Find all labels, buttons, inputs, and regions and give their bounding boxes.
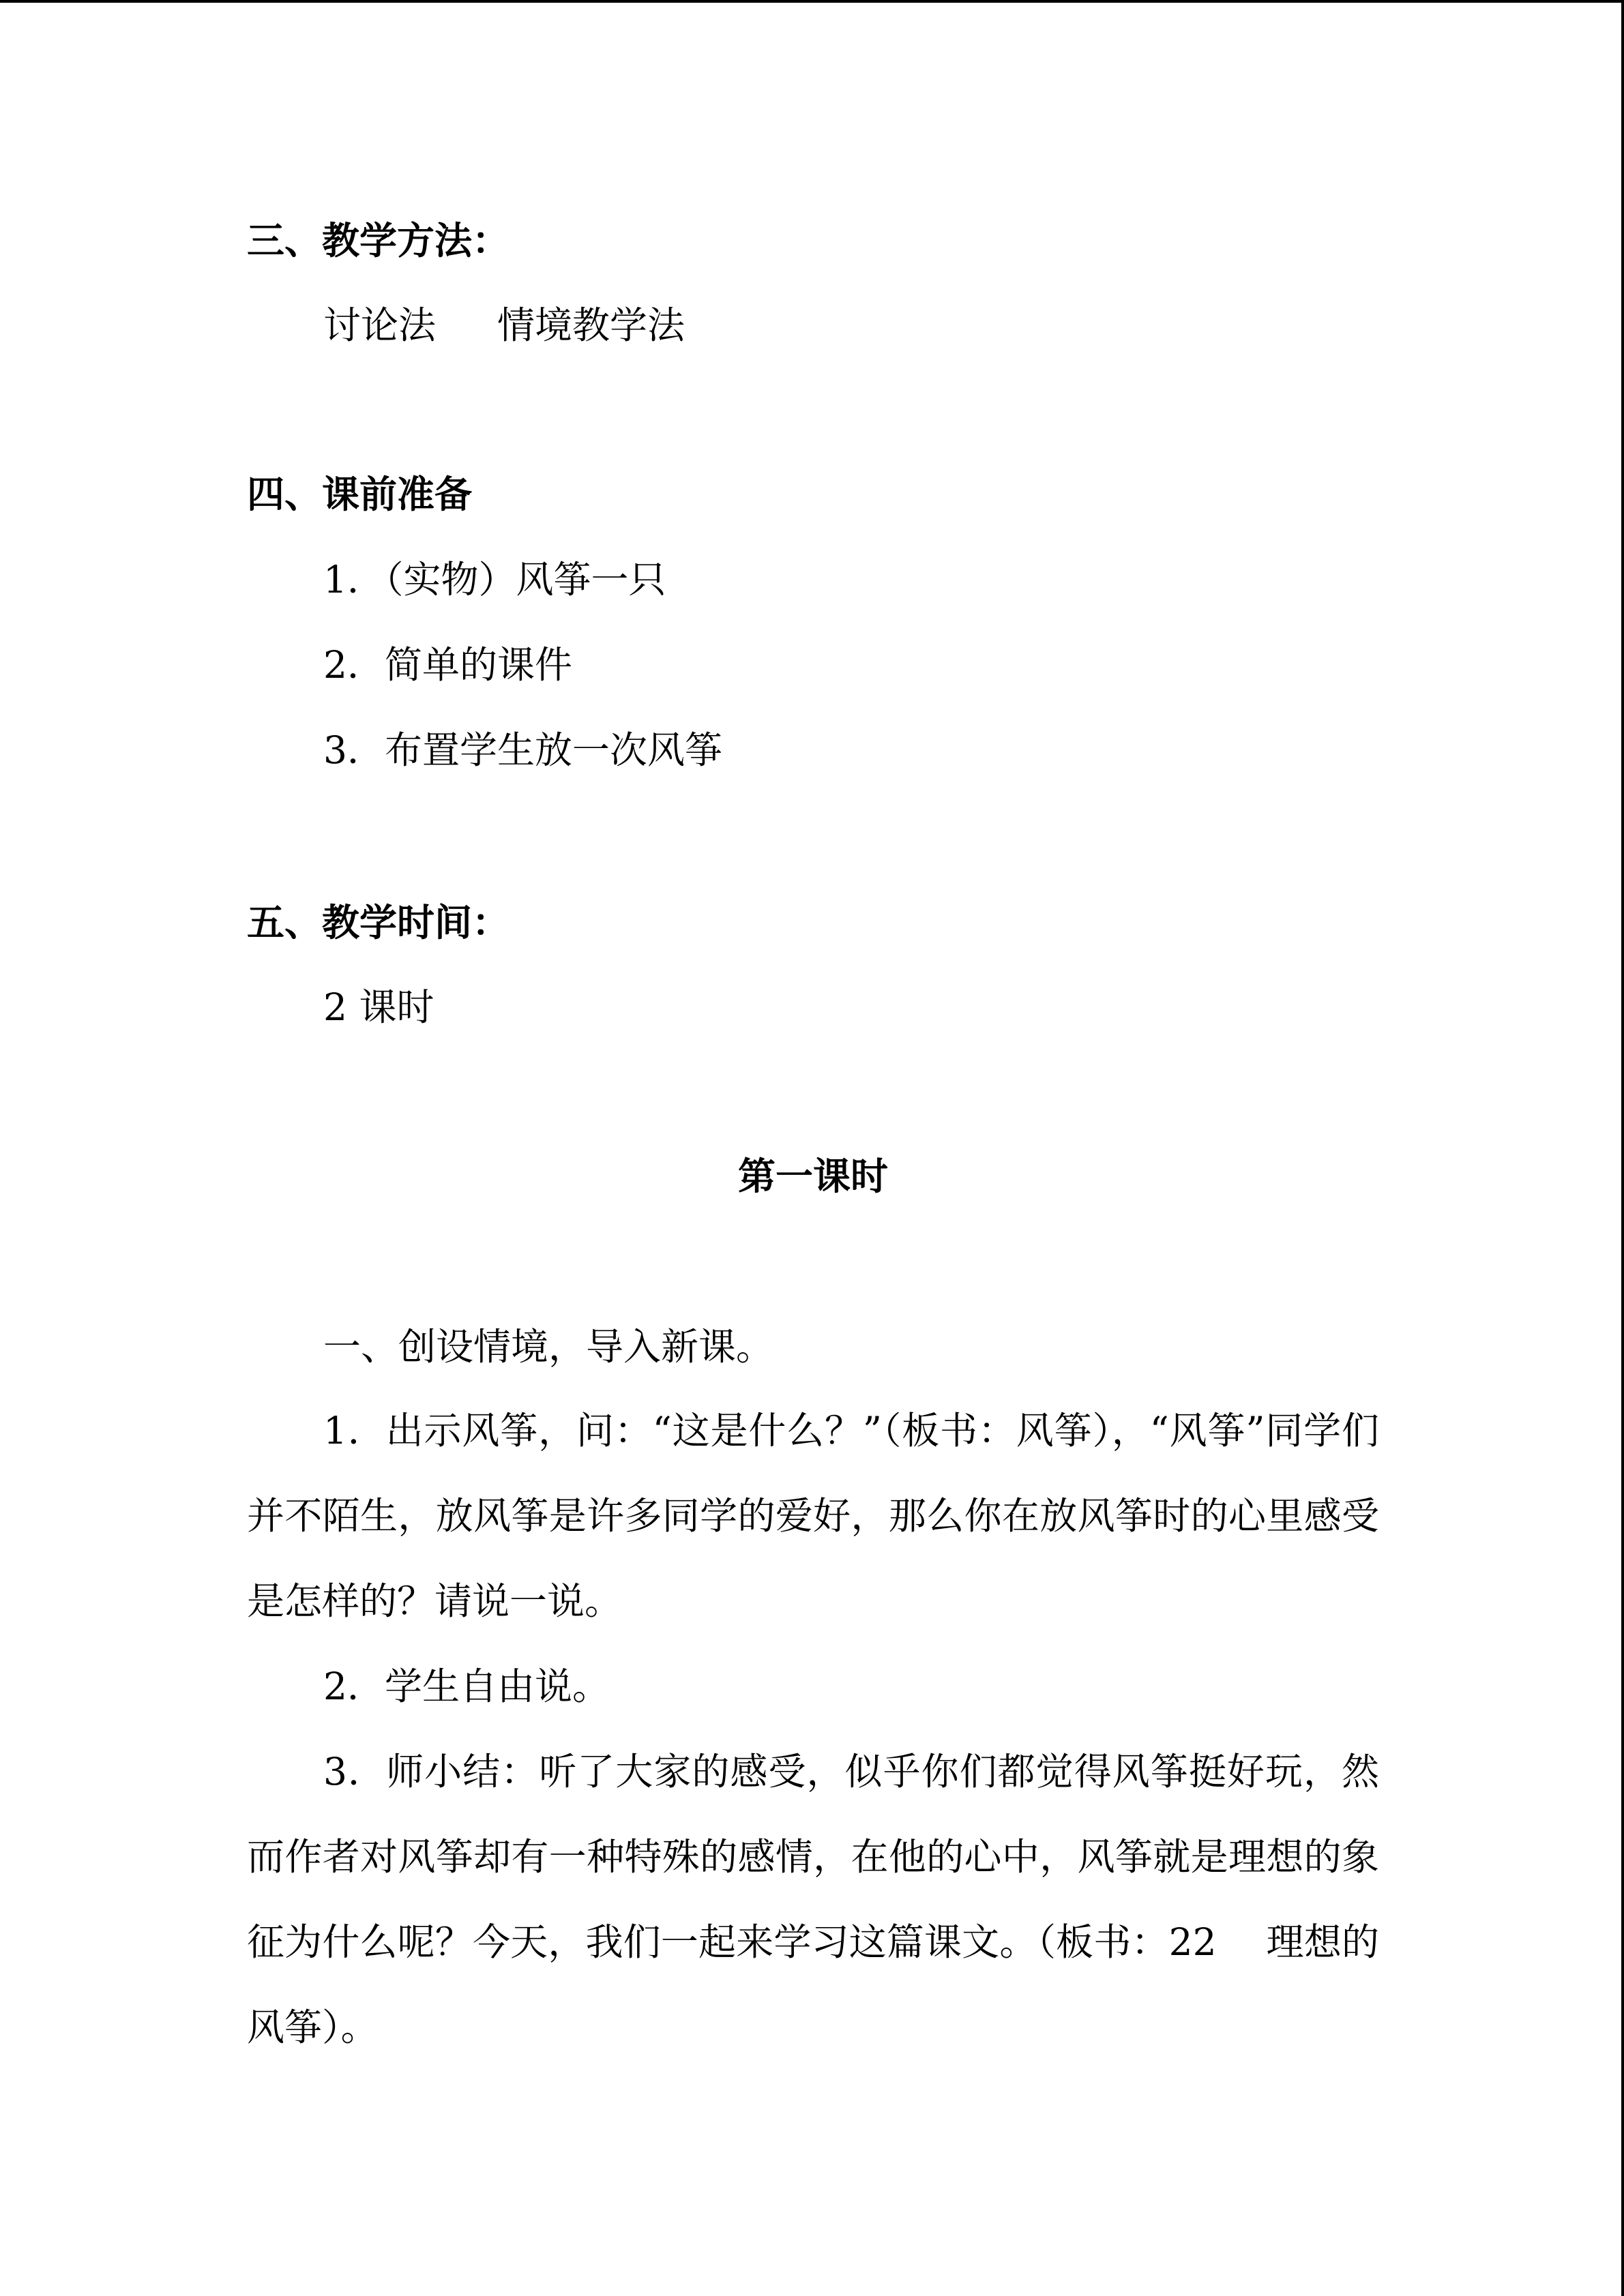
method-situational: 情境教学法 xyxy=(497,303,685,347)
page-border-right xyxy=(1621,0,1624,2296)
teaching-time-value: 2 课时 xyxy=(323,985,434,1029)
lesson-paragraph: 2．学生自由说。 xyxy=(323,1665,610,1708)
section-heading-time: 五、教学时间： xyxy=(247,900,510,944)
lesson-paragraph: 1．出示风筝，问：“这是什么？”（板书：风筝），“风筝”同学们并不陌生，放风筝是许多同学的爱好，那么你在放风筝时的心里感受是怎样的？请说一说。 xyxy=(247,1409,1379,1623)
preparation-item: 1．（实物）风筝一只 xyxy=(323,558,666,601)
lesson-title: 第一课时 xyxy=(737,1154,888,1198)
preparation-item: 2．简单的课件 xyxy=(323,643,572,687)
methods-line xyxy=(323,301,685,349)
section-heading-methods: 三、教学方法： xyxy=(247,218,510,263)
method-discussion: 讨论法 xyxy=(323,303,437,347)
page-border-top xyxy=(0,0,1624,3)
section-heading-preparation: 四、课前准备 xyxy=(247,472,473,516)
preparation-item: 3．布置学生放一次风筝 xyxy=(323,728,722,772)
lesson-paragraph: 3．师小结：听了大家的感受，似乎你们都觉得风筝挺好玩，然而作者对风筝却有一种特殊的感情，在他的心中，风筝就是理想的象征为什么呢？今天，我们一起来学习这篇课文。（板书：22 理想的风筝）。 xyxy=(247,1750,1379,2049)
lesson-step-heading: 一、创设情境，导入新课。 xyxy=(323,1325,774,1369)
